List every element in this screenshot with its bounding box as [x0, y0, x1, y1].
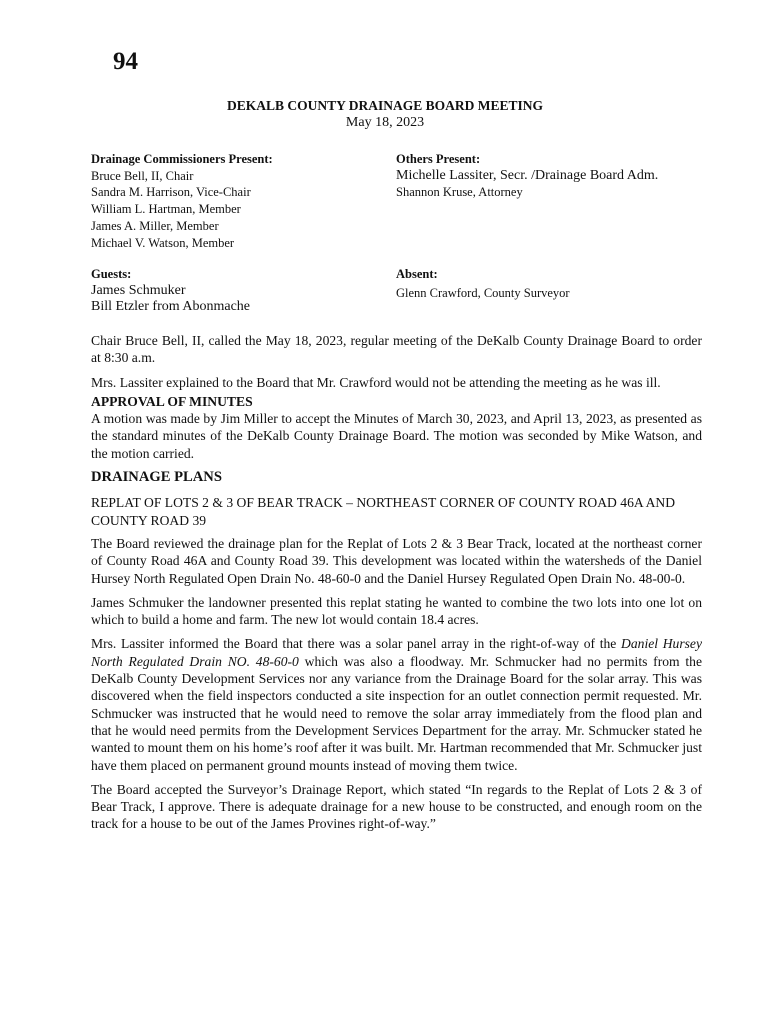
- replat-heading: REPLAT OF LOTS 2 & 3 OF BEAR TRACK – NORTHEAST CORNER OF COUNTY ROAD 46A AND COUNTY ROAD 39: [91, 495, 676, 528]
- others-present: [396, 151, 658, 201]
- others-item: Shannon Kruse, Attorney: [396, 185, 523, 200]
- drainage-plans-heading: DRAINAGE PLANS: [91, 469, 222, 486]
- others-item: Michelle Lassiter, Secr. /Drainage Board Adm.: [396, 167, 659, 183]
- commissioner-item: Bruce Bell, II, Chair: [91, 168, 194, 183]
- guests-heading: Guests:: [91, 267, 132, 281]
- meeting-date: May 18, 2023: [345, 115, 425, 130]
- guest-item: Bill Etzler from Abonmache: [91, 299, 251, 315]
- absent-item: Glenn Crawford, County Surveyor: [396, 285, 570, 300]
- commissioner-item: James A. Miller, Member: [91, 218, 219, 233]
- commissioners-present: [91, 151, 273, 251]
- minutes-body: [91, 332, 702, 840]
- page-number: 94: [113, 48, 138, 75]
- approval-paragraph: A motion was made by Jim Miller to accept the Minutes of March 30, 2023, and April 13, 2023, as presented as the standard minutes of the DeKalb County Drainage Board. The motion was seconded by Mike Watson, and the motion carried.: [91, 411, 702, 461]
- approval-heading: APPROVAL OF MINUTES: [91, 393, 253, 409]
- solar-text-end: which was also a floodway. Mr. Schmucker had no permits from the DeKalb County Development Services nor any variance from the Drainage Board for the solar array. This was discovered when the field inspectors conducted a site inspection for an outlet connection permit requested. Mr. Schmucker was instructed that he would need to remove the solar array immediately from the flood plan and that he would need permits from the Development Services Department for the array. Mr. Schmucker stated he wanted to mount them on his home’s roof after it was built. Mr. Hartman recommended that Mr. Schmucker just have them placed on permanent ground mounts instead of moving them twice.: [91, 653, 703, 773]
- document-title: DEKALB COUNTY DRAINAGE BOARD MEETING: [226, 98, 544, 113]
- absence-paragraph: Mrs. Lassiter explained to the Board that Mr. Crawford would not be attending the meeting as he was ill.: [91, 374, 661, 390]
- guest-item: James Schmuker: [91, 282, 186, 298]
- commissioner-item: William L. Hartman, Member: [91, 202, 241, 217]
- absent-heading: Absent:: [396, 267, 438, 281]
- report-paragraph: The Board accepted the Surveyor’s Drainage Report, which stated “In regards to the Replat of Lots 2 & 3 of Bear Track, I approve. There is adequate drainage for a new house to be constructed, and enough room on the track for a house to be out of the James Provines right-of-way.”: [91, 781, 702, 832]
- drain-name-italic: Daniel Hursey North Regulated Drain NO. 48-60-0: [91, 636, 702, 669]
- commissioners-heading: Drainage Commissioners Present:: [91, 152, 273, 166]
- solar-paragraph: [91, 635, 702, 773]
- review-paragraph: The Board reviewed the drainage plan for the Replat of Lots 2 & 3 Bear Track, located at the northeast corner of County Road 46A and County Road 39. This development was located within the watersheds of the Daniel Hursey North Regulated Open Drain No. 48-60-0 and the Daniel Hursey Regulated Open Drain No. 48-00-0.: [91, 535, 702, 586]
- solar-text-start: Mrs. Lassiter informed the Board that there was a solar panel array in the right-of-way of the: [91, 636, 622, 652]
- commissioner-item: Sandra M. Harrison, Vice-Chair: [91, 185, 251, 200]
- call-to-order-paragraph: Chair Bruce Bell, II, called the May 18, 2023, regular meeting of the DeKalb County Drainage Board to order at 8:30 a.m.: [91, 333, 702, 366]
- commissioner-item: Michael V. Watson, Member: [91, 235, 235, 250]
- guests-section: [91, 266, 250, 316]
- schmuker-paragraph: James Schmuker the landowner presented this replat stating he wanted to combine the two lots into one lot on which to build a home and farm. The new lot would contain 18.4 acres.: [91, 594, 702, 628]
- absent-section: [396, 266, 570, 301]
- others-heading: Others Present:: [396, 152, 481, 166]
